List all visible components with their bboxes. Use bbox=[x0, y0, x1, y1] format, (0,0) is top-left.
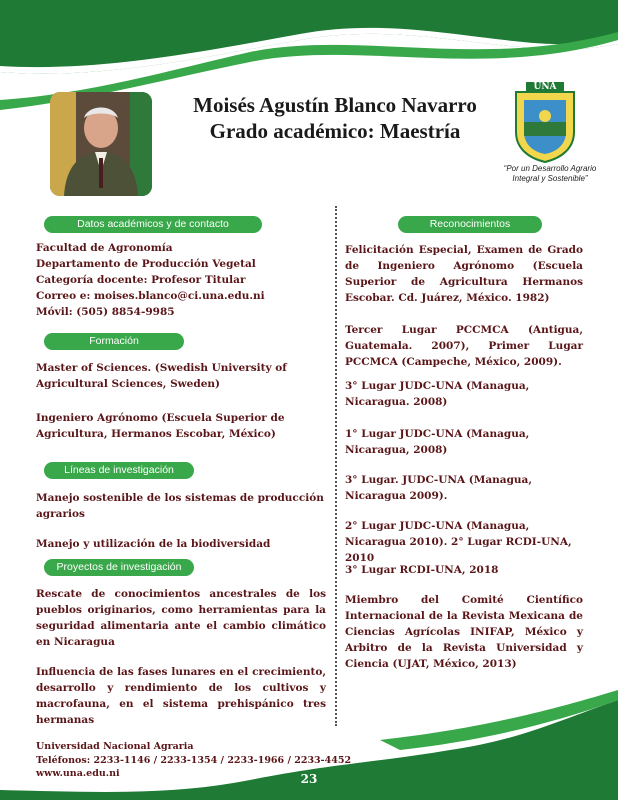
page-number: 23 bbox=[300, 772, 318, 786]
award-item: Tercer Lugar PCCMCA (Antigua, Guatemala. 2007), Primer Lugar PCCMCA (Campeche, México, 2009). bbox=[345, 324, 583, 368]
project-item: Rescate de conocimientos ancestrales de los pueblos originarios, como herramientas para la seguridad alimentaria ante el cambio climático en Nicaragua bbox=[36, 588, 326, 648]
logo-lettering: UNA bbox=[533, 82, 557, 92]
award-item: 2° Lugar JUDC-UNA (Managua, Nicaragua 2010). 2° Lugar RCDI-UNA, 2010 bbox=[345, 520, 572, 564]
category-text: Categoría docente: Profesor Titular bbox=[36, 274, 246, 286]
award-item: Felicitación Especial, Examen de Grado de Ingeniero Agrónomo (Escuela Superior de Agricultura Hermanos Escobar. Cd. Juárez, México. 1982) bbox=[345, 244, 583, 304]
university-logo bbox=[512, 82, 578, 164]
award-item: 3° Lugar RCDI-UNA, 2018 bbox=[345, 564, 499, 576]
motto-line-1: “Por un Desarrollo Agrario bbox=[503, 164, 597, 173]
formation-item: Ingeniero Agrónomo (Escuela Superior de Agricultura, Hermanos Escobar, México) bbox=[36, 412, 285, 440]
formation-item: Master of Sciences. (Swedish University of Agricultural Sciences, Sweden) bbox=[36, 362, 287, 390]
projects-section-title: Proyectos de investigación bbox=[44, 559, 194, 576]
project-item: Influencia de las fases lunares en el crecimiento, desarrollo y rendimiento de los cultivos y macrofauna, en el sistema prehispánico tres hermanas bbox=[36, 666, 326, 726]
motto bbox=[495, 164, 605, 184]
department-text: Departamento de Producción Vegetal bbox=[36, 258, 256, 270]
motto-line-2: Integral y Sostenible” bbox=[512, 174, 588, 183]
contact-section-title: Datos académicos y de contacto bbox=[44, 216, 262, 233]
profile-photo bbox=[50, 92, 152, 196]
column-divider bbox=[335, 206, 337, 726]
page-title bbox=[170, 92, 500, 144]
mobile-text: Móvil: (505) 8854-9985 bbox=[36, 306, 175, 318]
award-item: Miembro del Comité Científico Internacional de la Revista Mexicana de Ciencias Agrícolas INIFAP, México y Arbitro de la Revista Universidad y Ciencia (UJAT, México, 2013) bbox=[345, 594, 583, 670]
person-name: Moisés Agustín Blanco Navarro bbox=[193, 93, 477, 117]
research-section-title: Líneas de investigación bbox=[44, 462, 194, 479]
formation-section-title: Formación bbox=[44, 333, 184, 350]
awards-section-title: Reconocimientos bbox=[398, 216, 542, 233]
footer-university: Universidad Nacional Agraria bbox=[36, 741, 194, 752]
award-item: 1° Lugar JUDC-UNA (Managua, Nicaragua, 2008) bbox=[345, 428, 530, 456]
research-item: Manejo y utilización de la biodiversidad bbox=[36, 538, 271, 550]
footer-web: www.una.edu.ni bbox=[36, 768, 120, 779]
footer-phones: Teléfonos: 2233-1146 / 2233-1354 / 2233-1966 / 2233-4452 bbox=[36, 754, 352, 766]
academic-degree: Grado académico: Maestría bbox=[209, 119, 461, 143]
email-text: Correo e: moises.blanco@ci.una.edu.ni bbox=[36, 290, 265, 302]
research-item: Manejo sostenible de los sistemas de producción agrarios bbox=[36, 492, 324, 520]
contact-info bbox=[36, 240, 326, 320]
award-item: 3° Lugar. JUDC-UNA (Managua, Nicaragua 2009). bbox=[345, 474, 533, 502]
award-item: 3° Lugar JUDC-UNA (Managua, Nicaragua. 2008) bbox=[345, 380, 530, 408]
faculty-text: Facultad de Agronomía bbox=[36, 242, 173, 254]
